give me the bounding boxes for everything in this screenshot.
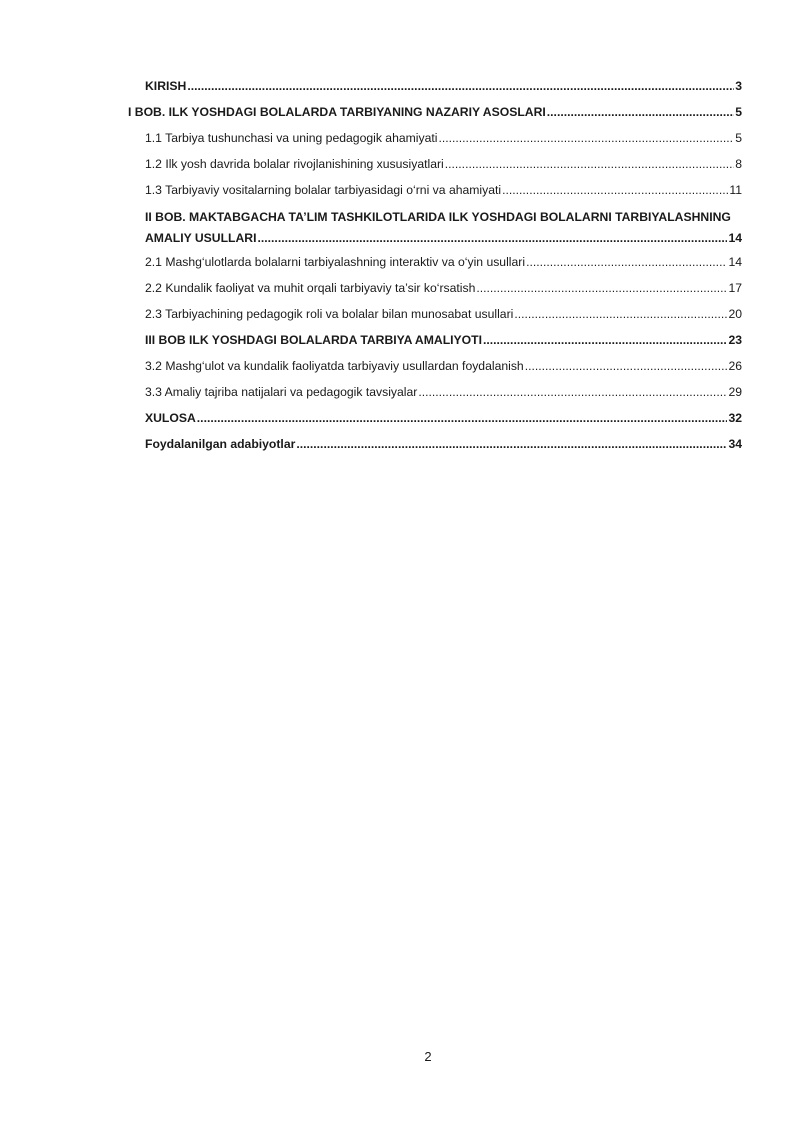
- toc-entry-title: 1.3 Tarbiyaviy vositalarning bolalar tarbiyasidagi o‘rni va ahamiyati: [145, 183, 502, 197]
- toc-entry-section-2-2[interactable]: [145, 280, 742, 296]
- toc-entry-title: 2.3 Tarbiyachining pedagogik roli va bolalar bilan munosabat usullari: [145, 307, 514, 321]
- toc-dot-leader: [476, 280, 727, 296]
- toc-entry-xulosa[interactable]: [145, 410, 742, 426]
- toc-entry-title: III BOB ILK YOSHDAGI BOLALARDA TARBIYA AMALIYOTI: [145, 333, 482, 347]
- page-number: 2: [424, 1049, 432, 1064]
- toc-entry-page: 26: [728, 359, 742, 373]
- toc-entry-title: Foydalanilgan adabiyotlar: [145, 437, 296, 451]
- toc-dot-leader: [514, 306, 727, 322]
- toc-entry-page: 29: [728, 385, 742, 399]
- toc-dot-leader: [483, 332, 727, 348]
- toc-dot-leader: [525, 358, 728, 374]
- toc-entry-section-1-1[interactable]: [145, 130, 742, 146]
- toc-entry-title: I BOB. ILK YOSHDAGI BOLALARDA TARBIYANING NAZARIY ASOSLARI: [128, 105, 546, 119]
- toc-entry-section-3-2[interactable]: [145, 358, 742, 374]
- toc-entry-page: 14: [728, 231, 742, 245]
- toc-entry-title: 3.2 Mashg‘ulot va kundalik faoliyatda tarbiyaviy usullardan foydalanish: [145, 359, 524, 373]
- toc-entry-section-2-1[interactable]: [145, 254, 742, 270]
- toc-entry-line-2: [145, 228, 742, 249]
- toc-entry-chapter-3[interactable]: [145, 332, 742, 348]
- toc-dot-leader: [187, 78, 734, 94]
- toc-entry-section-1-3[interactable]: [145, 182, 742, 198]
- toc-dot-leader: [445, 156, 734, 172]
- toc-entry-page: 8: [735, 157, 742, 171]
- toc-entry-page: 34: [728, 437, 742, 451]
- toc-entry-page: 32: [728, 411, 742, 425]
- toc-dot-leader: [258, 228, 728, 249]
- toc-entry-page: 14: [728, 255, 742, 269]
- toc-entry-title: 2.1 Mashg‘ulotlarda bolalarni tarbiyalashning interaktiv va o‘yin usullari: [145, 255, 526, 269]
- toc-entry-title: 3.3 Amaliy tajriba natijalari va pedagogik tavsiyalar: [145, 385, 418, 399]
- toc-entry-page: 5: [735, 131, 742, 145]
- toc-entry-page: 20: [728, 307, 742, 321]
- toc-entry-title: 1.1 Tarbiya tushunchasi va uning pedagogik ahamiyati: [145, 131, 438, 145]
- toc-entry-references[interactable]: [145, 436, 742, 452]
- toc-entry-title: 2.2 Kundalik faoliyat va muhit orqali tarbiyaviy ta’sir ko‘rsatish: [145, 281, 476, 295]
- toc-entry-title: 1.2 Ilk yosh davrida bolalar rivojlanishining xususiyatlari: [145, 157, 444, 171]
- toc-entry-page: 11: [729, 183, 742, 197]
- toc-entry-chapter-2[interactable]: [145, 207, 742, 249]
- toc-dot-leader: [438, 130, 734, 146]
- toc-entry-kirish[interactable]: [145, 78, 742, 94]
- toc-entry-title-cont: AMALIY USULLARI: [145, 231, 257, 245]
- toc-entry-chapter-1[interactable]: [128, 104, 742, 120]
- toc-dot-leader: [547, 104, 734, 120]
- toc-entry-page: 3: [735, 79, 742, 93]
- toc-entry-section-2-3[interactable]: [145, 306, 742, 322]
- toc-dot-leader: [197, 410, 728, 426]
- toc-entry-title: KIRISH: [145, 79, 187, 93]
- toc-entry-page: 17: [728, 281, 742, 295]
- toc-dot-leader: [526, 254, 727, 270]
- toc-dot-leader: [296, 436, 727, 452]
- toc-entry-page: 23: [728, 333, 742, 347]
- toc-dot-leader: [418, 384, 727, 400]
- toc-entry-page: 5: [735, 105, 742, 119]
- toc-entry-section-1-2[interactable]: [145, 156, 742, 172]
- toc-entry-title: XULOSA: [145, 411, 196, 425]
- toc-entry-title: II BOB. MAKTABGACHA TA’LIM TASHKILOTLARIDA ILK YOSHDAGI BOLALARNI TARBIYALASHNING: [145, 210, 731, 224]
- toc-entry-section-3-3[interactable]: [145, 384, 742, 400]
- toc-dot-leader: [502, 182, 728, 198]
